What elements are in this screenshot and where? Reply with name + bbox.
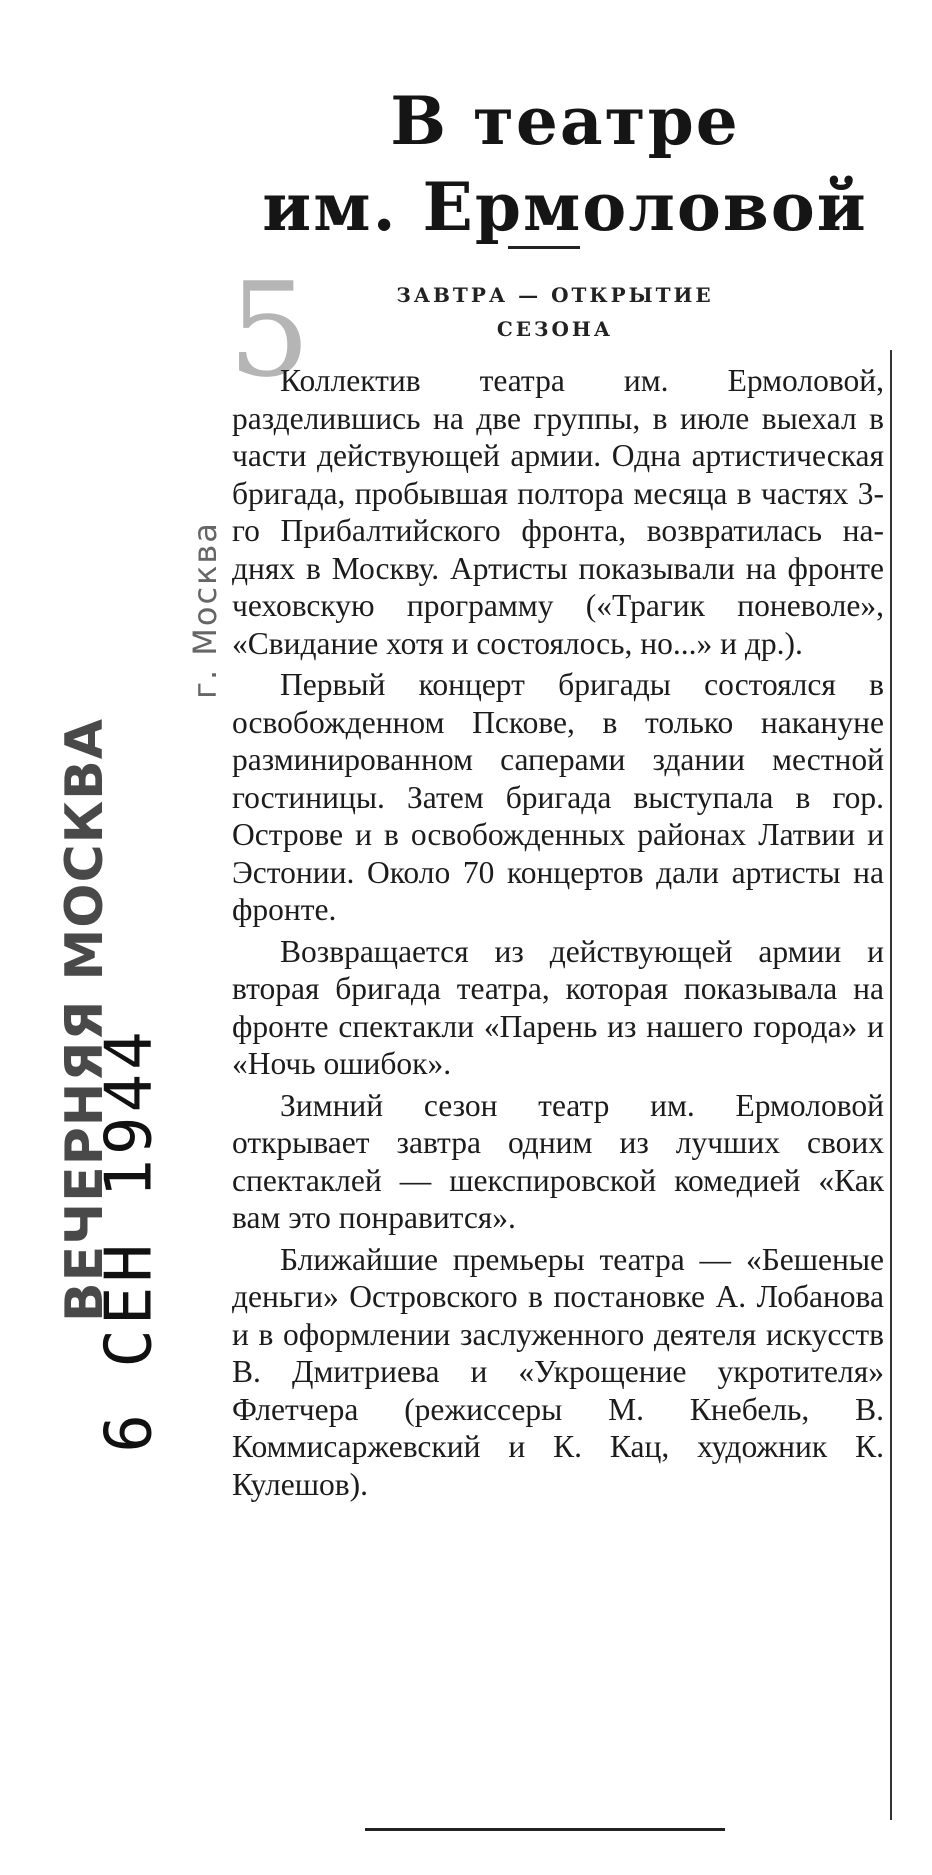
date-stamp <box>90 1027 170 1453</box>
date-stamp-text: 6 СЕН 1944 <box>93 1027 167 1453</box>
article-end-divider <box>365 1828 725 1831</box>
column-divider <box>890 350 892 1820</box>
article-title <box>250 78 880 250</box>
article-paragraph: Первый концерт бригады состоялся в освобожденном Пскове, в только накануне разминированном саперами здании местной гостиницы. Затем бригада выступала в гор. Острове и в освобожденных районах Латвии и Эстонии. Около 70 концертов дали артисты на фронте. <box>232 667 884 927</box>
article-paragraph: Зимний сезон театр им. Ермоловой открывает завтра одним из лучших своих спектаклей — шекспировской комедией «Как вам это понравится». <box>232 1087 884 1235</box>
article-body <box>232 362 884 1507</box>
article-paragraph: Коллектив театра им. Ермоловой, разделившись на две группы, в июле выехал в части действующей армии. Одна артистическая бригада, пробывшая полтора месяца в частях 3-го Прибалтийского фронта, возвратилась на-днях в Москву. Артисты показывали на фронте чеховскую программу («Трагик поневоле», «Свидание хотя и состоялось, но...» и др.). <box>232 363 884 661</box>
article-subtitle-line-1: ЗАВТРА — ОТКРЫТИЕ <box>396 283 714 307</box>
title-divider <box>508 246 580 249</box>
city-stamp-text: г. Москва <box>186 521 225 699</box>
pencil-mark: 5 <box>228 254 311 406</box>
article-paragraph: Ближайшие премьеры театра — «Бешеные деньги» Островского в постановке А. Лобанова и в оформлении заслуженного деятеля искусств В. Дмитриева и «Укрощение укротителя» Флетчера (режиссеры М. Кнебель, В. Коммисаржевский и К. Кац, художник К. Кулешов). <box>232 1241 884 1502</box>
article-title-line-1: В театре <box>390 82 740 160</box>
article-subtitle-line-2: СЕЗОНА <box>496 317 614 341</box>
newspaper-stamp-text: ВЕЧЕРНЯЯ МОСКВА <box>55 717 116 1323</box>
article-subtitle <box>330 278 780 346</box>
city-stamp <box>185 440 225 780</box>
article-paragraph: Возвращается из действующей армии и вторая бригада театра, которая показывала на фронте спектакли «Парень из нашего города» и «Ночь ошибок». <box>232 933 884 1081</box>
article-title-line-2: им. Ермоловой <box>262 168 868 246</box>
